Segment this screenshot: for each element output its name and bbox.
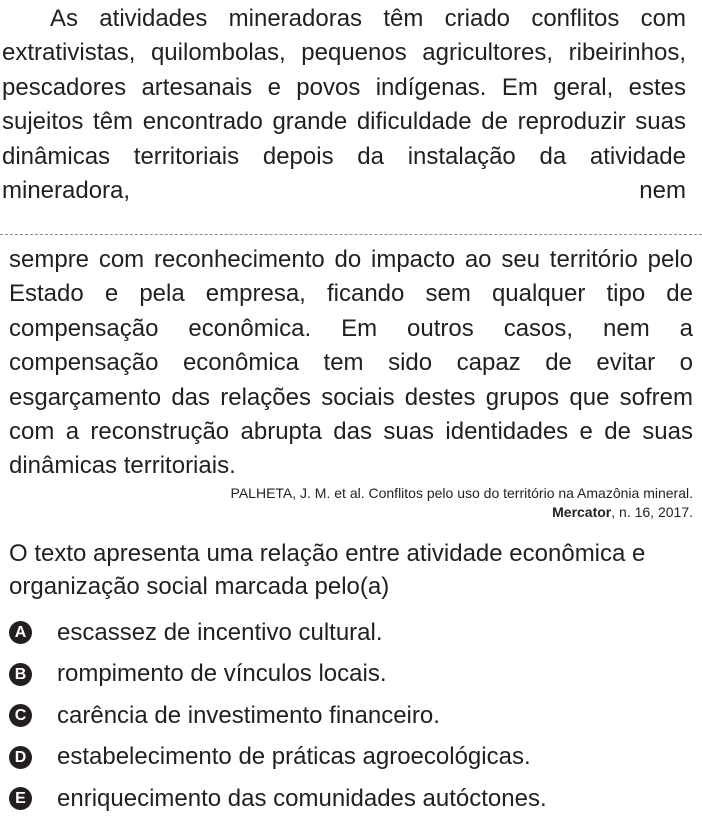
option-c-badge: C	[9, 704, 32, 727]
citation-line-2	[93, 503, 693, 522]
option-c[interactable]	[9, 695, 699, 737]
passage-top	[2, 2, 686, 208]
option-a-badge: A	[9, 621, 32, 644]
dashed-separator	[0, 234, 702, 235]
citation-journal: Mercator	[552, 504, 612, 520]
answer-options	[9, 612, 699, 820]
question-stem: O texto apresenta uma relação entre atividade econômica e organização social marcada pelo(a)	[9, 540, 646, 600]
source-citation	[93, 484, 693, 522]
option-b-badge: B	[9, 663, 32, 686]
option-d[interactable]	[9, 737, 699, 779]
option-d-badge: D	[9, 746, 32, 769]
citation-details: , n. 16, 2017.	[611, 504, 693, 520]
option-e[interactable]	[9, 778, 699, 820]
option-d-text: estabelecimento de práticas agroecológicas.	[57, 743, 531, 771]
citation-line-1: PALHETA, J. M. et al. Conflitos pelo uso do território na Amazônia mineral.	[230, 485, 693, 501]
option-e-text: enriquecimento das comunidades autóctones.	[57, 784, 547, 812]
passage-text-top: As atividades mineradoras têm criado conflitos com extrativistas, quilombolas, pequenos agricultores, ribeirinhos, pescadores artesanais e povos indígenas. Em geral, estes sujeitos têm encontrado grande dificuldade de reproduzir suas dinâmicas territoriais depois da instalação da atividade mineradora, nem	[2, 5, 686, 205]
option-c-text: carência de investimento financeiro.	[57, 701, 440, 729]
option-b-text: rompimento de vínculos locais.	[57, 660, 387, 688]
passage-bottom	[9, 243, 693, 484]
option-b[interactable]	[9, 654, 699, 696]
passage-text-bottom: sempre com reconhecimento do impacto ao seu território pelo Estado e pela empresa, ficando sem qualquer tipo de compensação econômica. Em outros casos, nem a compensação econômica tem sido capaz de evitar o esgarçamento das relações sociais destes grupos que sofrem com a reconstrução abrupta das suas identidades e de suas dinâmicas territoriais.	[9, 246, 693, 480]
option-e-badge: E	[9, 787, 32, 810]
option-a[interactable]	[9, 612, 699, 654]
option-a-text: escassez de incentivo cultural.	[57, 618, 383, 646]
